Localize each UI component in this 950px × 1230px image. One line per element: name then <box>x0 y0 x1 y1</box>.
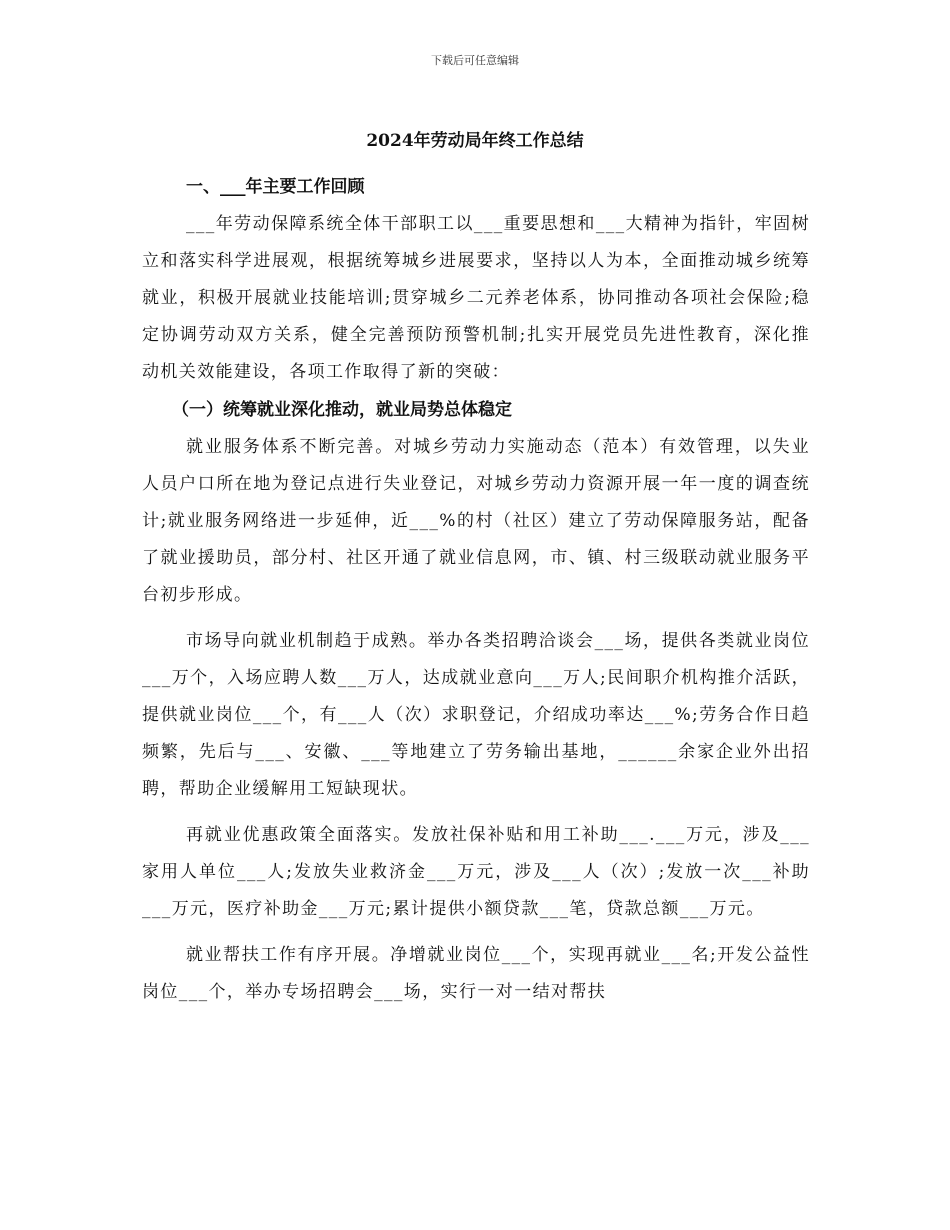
paragraph-intro: ___年劳动保障系统全体干部职工以___重要思想和___大精神为指针，牢固树立和落实科学进展观，根据统筹城乡进展要求，坚持以人为本，全面推动城乡统筹就业，积极开展就业技能培训;贯穿城乡二元养老体系，协同推动各项社会保险;稳定协调劳动双方关系，健全完善预防预警机制;扎实开展党员先进性教育，深化推动机关效能建设，各项工作取得了新的突破： <box>142 214 810 382</box>
document-body <box>142 168 810 1011</box>
page-header-note: 下载后可任意编辑 <box>431 54 519 67</box>
paragraph-market-mechanism: 市场导向就业机制趋于成熟。举办各类招聘洽谈会___场，提供各类就业岗位___万个，入场应聘人数___万人，达成就业意向___万人;民间职介机构推介活跃，提供就业岗位___个，有___人（次）求职登记，介绍成功率达___%;劳务合作日趋频繁，先后与___、安徽、___等地建立了劳务输出基地，______余家企业外出招聘，帮助企业缓解用工短缺现状。 <box>142 631 810 799</box>
paragraph-reemployment-policy: 再就业优惠政策全面落实。发放社保补贴和用工补助___.___万元，涉及___家用人单位___人;发放失业救济金___万元，涉及___人（次）;发放一次___补助___万元，医疗补助金___万元;累计提供小额贷款___笔，贷款总额___万元。 <box>142 825 810 919</box>
section-heading: 一、___年主要工作回顾 <box>186 177 365 197</box>
document-title: 2024年劳动局年终工作总结 <box>366 131 584 151</box>
paragraph-employment-service: 就业服务体系不断完善。对城乡劳动力实施动态（范本）有效管理，以失业人员户口所在地为登记点进行失业登记，对城乡劳动力资源开展一年一度的调查统计;就业服务网络进一步延伸，近___%的村（社区）建立了劳动保障服务站，配备了就业援助员，部分村、社区开通了就业信息网，市、镇、村三级联动就业服务平台初步形成。 <box>142 437 810 605</box>
subsection-heading: （一）统筹就业深化推动，就业局势总体稳定 <box>172 400 512 420</box>
paragraph-employment-assistance: 就业帮扶工作有序开展。净增就业岗位___个，实现再就业___名;开发公益性岗位___个，举办专场招聘会___场，实行一对一结对帮扶 <box>142 945 810 1002</box>
